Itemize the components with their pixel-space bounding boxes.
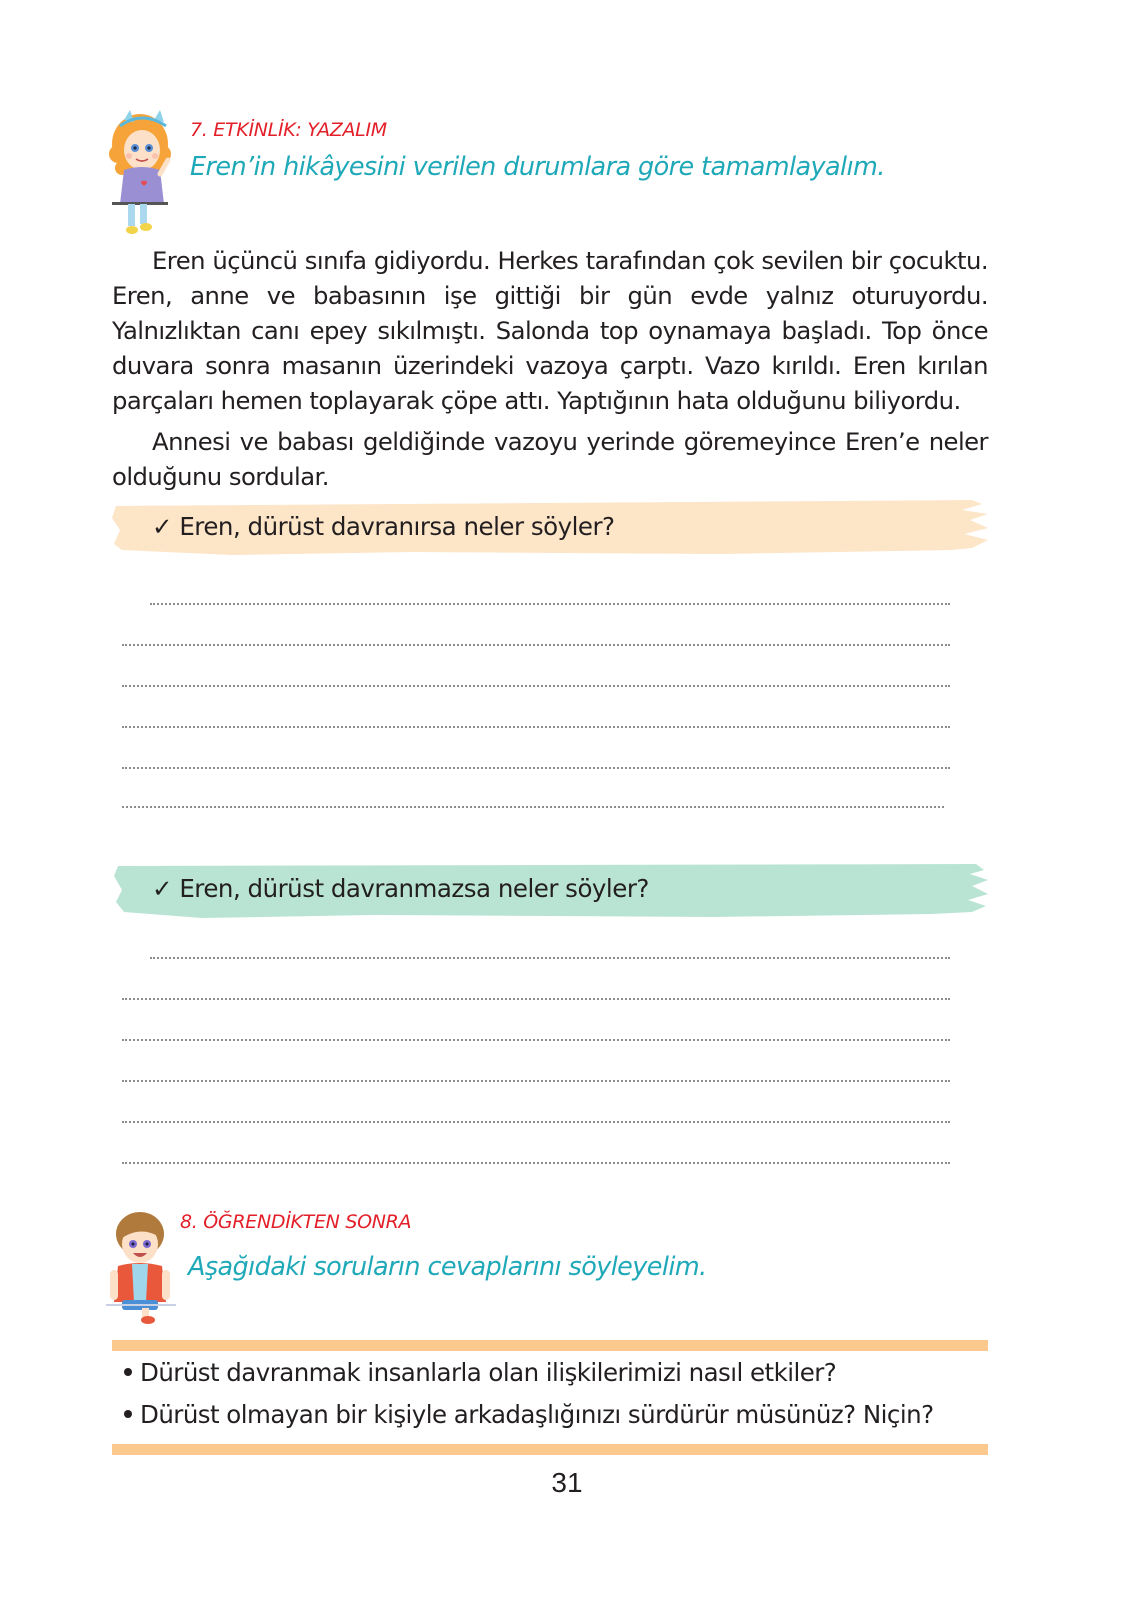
activity-8-instruction: Aşağıdaki soruların cevaplarını söyleyelim. <box>188 1252 707 1282</box>
page-number: 31 <box>551 1467 583 1498</box>
answer-line[interactable] <box>150 603 950 605</box>
answer-line[interactable] <box>150 957 950 959</box>
answer-line[interactable] <box>122 767 950 769</box>
bullet-icon <box>124 1410 132 1418</box>
discussion-top-rule <box>112 1340 988 1351</box>
story-section <box>112 243 988 494</box>
answer-line[interactable] <box>122 726 950 728</box>
girl-character-icon <box>104 104 184 236</box>
story-paragraph-1: Eren üçüncü sınıfa gidiyordu. Herkes tarafından çok sevilen bir çocuktu. Eren, anne ve babasının işe gittiği bir gün evde yalnız oturuyordu. Yalnızlıktan canı epey sıkılmıştı. Salonda top oynamaya başladı. Top önce duvara sonra masanın üzerindeki vazoya çarptı. Vazo kırıldı. Eren kırılan parçaları hemen toplayarak çöpe attı. Yaptığının hata olduğunu biliyordu. <box>112 246 988 415</box>
answer-line[interactable] <box>122 644 950 646</box>
answer-line[interactable] <box>122 998 950 1000</box>
boy-character-icon <box>104 1206 180 1324</box>
check-icon: ✓ <box>152 874 173 903</box>
discussion-bottom-rule <box>112 1444 988 1455</box>
prompt-dishonest-text: Eren, dürüst davranmazsa neler söyler? <box>179 874 649 903</box>
answer-line[interactable] <box>122 1162 950 1164</box>
discussion-question: Dürüst davranmak insanlarla olan ilişkilerimizi nasıl etkiler? <box>124 1358 836 1387</box>
activity-7-instruction: Eren’in hikâyesini verilen durumlara göre tamamlayalım. <box>190 152 885 182</box>
prompt-honest-question <box>152 512 615 541</box>
activity-8-label: 8. ÖĞRENDİKTEN SONRA <box>180 1211 412 1233</box>
answer-line[interactable] <box>122 1121 950 1123</box>
discussion-question: Dürüst olmayan bir kişiyle arkadaşlığınızı sürdürür müsünüz? Niçin? <box>124 1400 934 1429</box>
answer-line[interactable] <box>122 1039 950 1041</box>
answer-line[interactable] <box>122 1080 950 1082</box>
prompt-dishonest-band <box>112 862 988 918</box>
prompt-honest-band <box>112 500 988 556</box>
bullet-icon <box>124 1368 132 1376</box>
answer-line[interactable] <box>122 685 950 687</box>
answer-line[interactable] <box>122 806 944 808</box>
check-icon: ✓ <box>152 512 173 541</box>
prompt-honest-text: Eren, dürüst davranırsa neler söyler? <box>179 512 615 541</box>
prompt-dishonest-question <box>152 874 649 903</box>
activity-7-label: 7. ETKİNLİK: YAZALIM <box>190 119 387 141</box>
story-paragraph-2: Annesi ve babası geldiğinde vazoyu yerinde göremeyince Eren’e neler olduğunu sordular. <box>112 427 988 491</box>
